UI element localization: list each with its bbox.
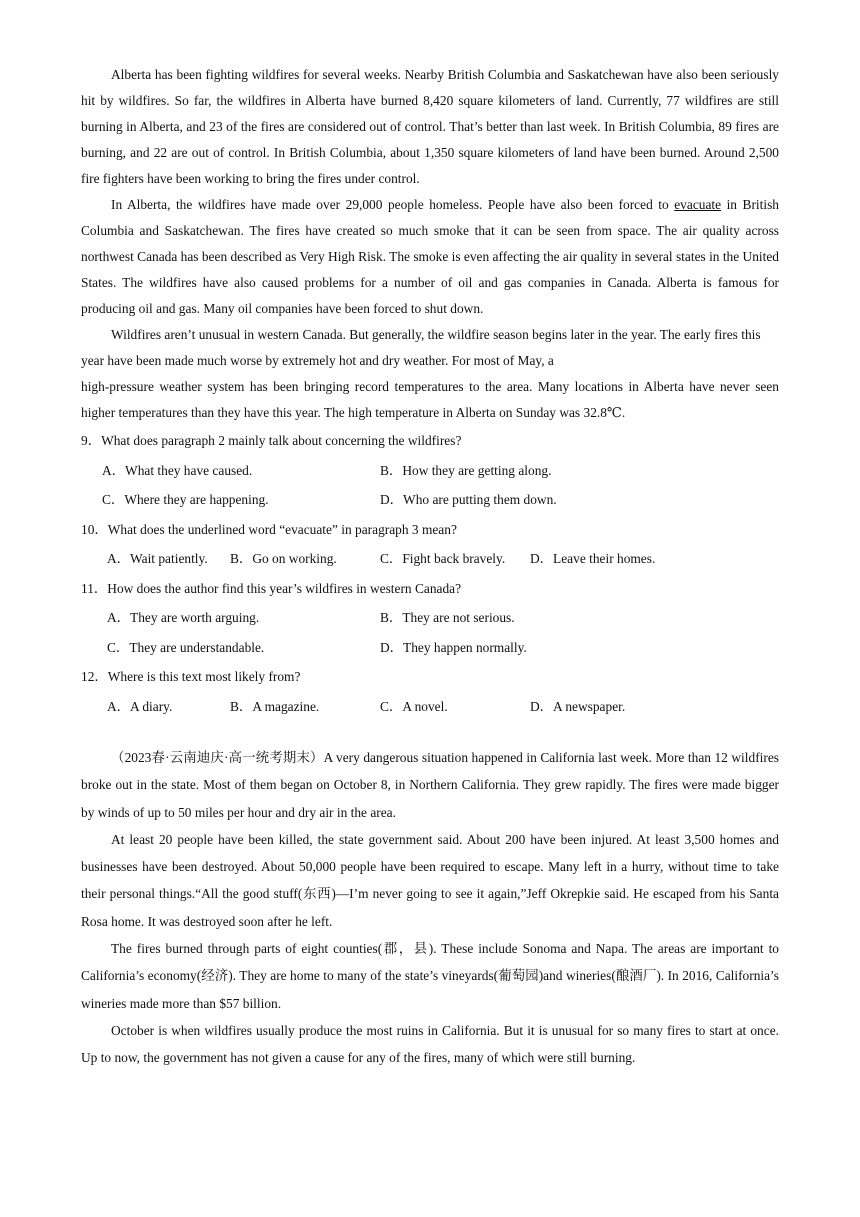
question-12-options-row bbox=[81, 692, 779, 722]
question-9-options-row-2 bbox=[81, 485, 779, 515]
question-12-stem: 12．Where is this text most likely from? bbox=[81, 669, 301, 684]
question-10-option-a: A．Wait patiently. bbox=[107, 551, 208, 566]
question-10-option-d: D．Leave their homes. bbox=[530, 551, 656, 566]
passage2-paragraph-1: （2023春·云南迪庆·高一统考期末）A very dangerous situation happened in California last week. More than 12 wildfires broke out in the state. Most of them began on October 8, in Northern California. They grew rapidly. The fires were made bigger by winds of up to 50 miles per hour and dry air in the area. bbox=[81, 750, 779, 820]
passage1-paragraph-1: Alberta has been fighting wildfires for several weeks. Nearby British Columbia and Saskatchewan have also been seriously hit by wildfires. So far, the wildfires in Alberta have burned 8,420 square kilometers of land. Currently, 77 wildfires are still burning in Alberta, and 23 of the fires are considered out of control. That’s better than last week. In British Columbia, 89 fires are burning, and 22 are out of control. In British Columbia, about 1,350 square kilometers of land have been burned. Around 2,500 fire fighters have been working to bring the fires under control. bbox=[81, 67, 779, 186]
question-11-option-d: D．They happen normally. bbox=[380, 639, 527, 655]
question-10-stem: 10．What does the underlined word “evacuate” in paragraph 3 mean? bbox=[81, 521, 457, 537]
question-9-stem: 9．What does paragraph 2 mainly talk about concerning the wildfires? bbox=[81, 433, 462, 448]
question-9-option-d: D．Who are putting them down. bbox=[380, 492, 557, 507]
question-10-option-b: B．Go on working. bbox=[230, 551, 337, 566]
underlined-word-evacuate: evacuate bbox=[674, 197, 722, 212]
question-10-options-row bbox=[81, 544, 779, 574]
question-9-option-c: C．Where they are happening. bbox=[102, 492, 269, 507]
question-11-stem: 11．How does the author find this year’s wildfires in western Canada? bbox=[81, 580, 462, 596]
question-11-options-row-1 bbox=[81, 603, 779, 633]
passage1-paragraph-2 bbox=[81, 192, 779, 322]
question-11-option-b: B．They are not serious. bbox=[380, 610, 515, 625]
question-12-option-a: A．A diary. bbox=[107, 698, 173, 714]
question-9-option-b: B．How they are getting along. bbox=[380, 462, 552, 478]
question-12-option-c: C．A novel. bbox=[380, 698, 448, 714]
document-page bbox=[81, 62, 779, 1072]
passage2-paragraph-3: The fires burned through parts of eight counties(郡，县). These include Sonoma and Napa. The areas are important to California’s economy(经济). They are home to many of the state’s vineyards(葡萄园)and wineries(酿酒厂). In 2016, California’s wineries made more than $57 billion. bbox=[81, 941, 779, 1011]
passage1-paragraph-2-start: In Alberta, the wildfires have made over 29,000 people homeless. People have also been forced to bbox=[111, 197, 675, 212]
question-12-option-b: B．A magazine. bbox=[230, 698, 320, 714]
passage2-paragraph-4: October is when wildfires usually produce the most ruins in California. But it is unusual for so many fires to start at once. Up to now, the government has not given a cause for any of the fires, many of which were still burning. bbox=[81, 1022, 779, 1066]
passage2-paragraph-2: At least 20 people have been killed, the state government said. About 200 have been injured. At least 3,500 homes and businesses have been destroyed. About 50,000 people have been required to escape. Many left in a hurry, without time to take their personal things.“All the good stuff(东西)—I’m never going to see it again,”Jeff Okrepkie said. He escaped from his Santa Rosa home. It was destroyed soon after he left. bbox=[81, 831, 779, 929]
question-11-option-c: C．They are understandable. bbox=[107, 639, 265, 655]
question-12-option-d: D．A newspaper. bbox=[530, 698, 626, 714]
question-11-options-row-2 bbox=[81, 633, 779, 663]
passage1-paragraph-3-line-1: Wildfires aren’t unusual in western Canada. But generally, the wildfire season begins later in the year. The early fires this year have been made much worse by extremely hot and dry weather. For most of May, a bbox=[81, 327, 761, 368]
question-10-option-c: C．Fight back bravely. bbox=[380, 551, 506, 566]
passage1-paragraph-3-line-2: high-pressure weather system has been bringing record temperatures to the area. Many locations in Alberta have never seen higher temperatures than they have this year. The high temperature in Alberta on Sunday was 32.8℃. bbox=[81, 379, 779, 420]
question-9-option-a: A．What they have caused. bbox=[102, 462, 253, 478]
passage1-paragraph-2-end: in British Columbia and Saskatchewan. The fires have created so much smoke that it can be seen from space. The air quality across northwest Canada has been described as Very High Risk. The smoke is even affecting the air quality in several states in the United States. The wildfires have also caused problems for a number of oil and gas companies in Canada. Alberta is famous for producing oil and gas. Many oil companies have been forced to shut down. bbox=[81, 197, 779, 316]
question-9-options-row-1 bbox=[81, 456, 779, 486]
section-spacer bbox=[81, 721, 779, 744]
question-11-option-a: A．They are worth arguing. bbox=[107, 610, 260, 625]
